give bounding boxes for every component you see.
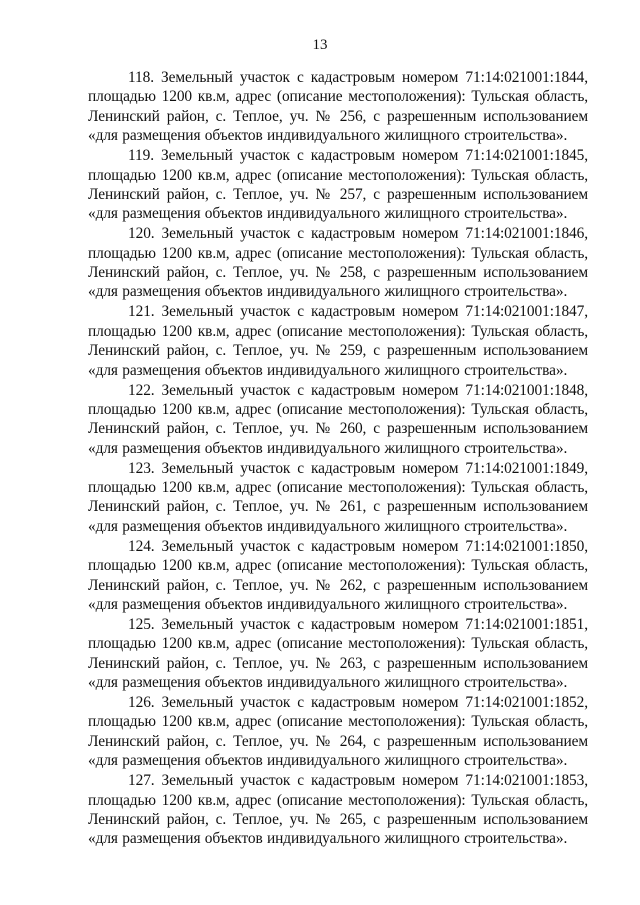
list-item: 125. Земельный участок с кадастровым номером 71:14:021001:1851, площадью 1200 кв.м, адрес (описание местоположения): Тульская область, Ленинский район, с. Теплое, уч. № 263, с разрешенным использованием «для размещения объектов индивидуального жилищного строительства».	[88, 615, 588, 692]
page-number: 13	[312, 37, 328, 53]
document-body	[88, 68, 588, 849]
list-item: 120. Земельный участок с кадастровым номером 71:14:021001:1846, площадью 1200 кв.м, адрес (описание местоположения): Тульская область, Ленинский район, с. Теплое, уч. № 258, с разрешенным использованием «для размещения объектов индивидуального жилищного строительства».	[88, 225, 588, 301]
list-item: 124. Земельный участок с кадастровым номером 71:14:021001:1850, площадью 1200 кв.м, адрес (описание местоположения): Тульская область, Ленинский район, с. Теплое, уч. № 262, с разрешенным использованием «для размещения объектов индивидуального жилищного строительства».	[88, 537, 588, 613]
list-item: 121. Земельный участок с кадастровым номером 71:14:021001:1847, площадью 1200 кв.м, адрес (описание местоположения): Тульская область, Ленинский район, с. Теплое, уч. № 259, с разрешенным использованием «для размещения объектов индивидуального жилищного строительства».	[88, 303, 588, 379]
list-item: 119. Земельный участок с кадастровым номером 71:14:021001:1845, площадью 1200 кв.м, адрес (описание местоположения): Тульская область, Ленинский район, с. Теплое, уч. № 257, с разрешенным использованием «для размещения объектов индивидуального жилищного строительства».	[88, 147, 588, 223]
list-item: 127. Земельный участок с кадастровым номером 71:14:021001:1853, площадью 1200 кв.м, адрес (описание местоположения): Тульская область, Ленинский район, с. Теплое, уч. № 265, с разрешенным использованием «для размещения объектов индивидуального жилищного строительства».	[88, 772, 588, 848]
list-item: 122. Земельный участок с кадастровым номером 71:14:021001:1848, площадью 1200 кв.м, адрес (описание местоположения): Тульская область, Ленинский район, с. Теплое, уч. № 260, с разрешенным использованием «для размещения объектов индивидуального жилищного строительства».	[88, 381, 588, 457]
list-item: 123. Земельный участок с кадастровым номером 71:14:021001:1849, площадью 1200 кв.м, адрес (описание местоположения): Тульская область, Ленинский район, с. Теплое, уч. № 261, с разрешенным использованием «для размещения объектов индивидуального жилищного строительства».	[88, 459, 588, 535]
list-item: 126. Земельный участок с кадастровым номером 71:14:021001:1852, площадью 1200 кв.м, адрес (описание местоположения): Тульская область, Ленинский район, с. Теплое, уч. № 264, с разрешенным использованием «для размещения объектов индивидуального жилищного строительства».	[88, 694, 588, 770]
list-item: 118. Земельный участок с кадастровым номером 71:14:021001:1844, площадью 1200 кв.м, адрес (описание местоположения): Тульская область, Ленинский район, с. Теплое, уч. № 256, с разрешенным использованием «для размещения объектов индивидуального жилищного строительства».	[88, 69, 588, 145]
